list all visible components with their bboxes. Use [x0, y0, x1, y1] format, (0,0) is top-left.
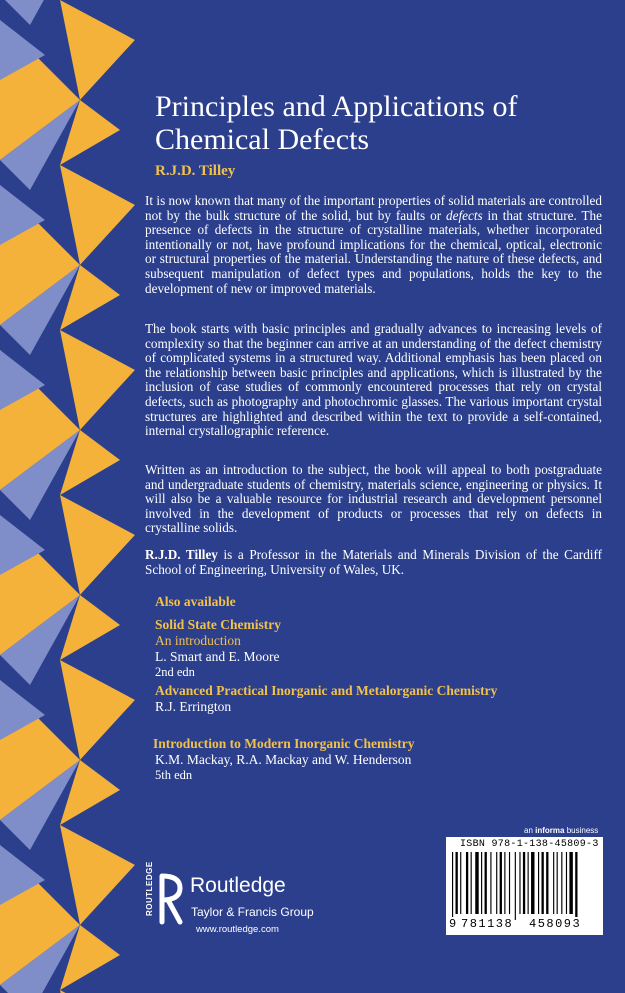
publisher-name: Routledge	[190, 874, 286, 897]
barcode-bar	[569, 852, 572, 914]
title-line-2: Chemical Defects	[155, 123, 370, 156]
barcode-bar	[466, 852, 468, 914]
barcode-bar	[496, 852, 497, 914]
barcode-bar	[575, 852, 577, 920]
barcode-bar	[542, 852, 544, 914]
related-book-authors: K.M. Mackay, R.A. Mackay and W. Henderson	[155, 752, 412, 767]
title-line-1: Principles and Applications of	[155, 90, 518, 123]
barcode-bar	[523, 852, 525, 914]
bio-author-name: R.J.D. Tilley	[145, 547, 218, 562]
barcode-bar	[481, 852, 482, 914]
barcode-bar	[452, 852, 453, 920]
related-book-edition: 5th edn	[155, 768, 193, 782]
barcode-first-digit: 9	[449, 917, 457, 931]
related-book	[155, 683, 605, 715]
related-book	[155, 736, 605, 783]
routledge-r-icon	[150, 872, 190, 932]
barcode-bar	[500, 852, 502, 914]
barcode-bar	[519, 852, 520, 914]
publisher-group: Taylor & Francis Group	[191, 905, 314, 919]
barcode-bar	[557, 852, 558, 914]
author-name: R.J.D. Tilley	[155, 163, 236, 179]
informa-business-tag: an informa business	[524, 826, 599, 835]
blurb-paragraph-2: The book starts with basic principles and gradually advances to increasing levels of complexity so that the beginner can arrive at an understanding of the defect chemistry of complicated systems in a structured way. Additional emphasis has been placed on the relationship between basic principles and applications, which is illustrated by the inclusion of case studies of commonly encountered processes that rely on crystal defects, such as photography and photochromic glasses. The various important crystal structures are highlighted and described within the text to provide a self-contained, internal crystallographic reference.	[145, 321, 602, 439]
barcode-bar	[485, 852, 487, 914]
barcode-bar	[504, 852, 505, 914]
related-book-title: Advanced Practical Inorganic and Metalorganic Chemistry	[155, 683, 498, 698]
barcode-bar	[471, 852, 472, 914]
geometric-triangle-pattern	[0, 0, 150, 993]
related-book-subtitle: An introduction	[155, 633, 241, 648]
related-book-title: Introduction to Modern Inorganic Chemistry	[153, 736, 415, 751]
barcode-bars	[450, 852, 599, 920]
related-book-title: Solid State Chemistry	[155, 617, 281, 632]
barcode-bar	[490, 852, 491, 914]
emphasis-defects: defects	[446, 207, 483, 223]
barcode-right-digits: 458093	[529, 917, 582, 931]
related-book-authors: L. Smart and E. Moore	[155, 649, 280, 664]
blurb-paragraph-1: It is now known that many of the important properties of solid materials are controlled not by the bulk structure of the solid, but by faults or defects in that structure. The presence of defects in the structure of crystalline materials, whether incorporated intentionally or not, have profound implications for the chemical, optical, electronic or structural properties of the material. Understanding the nature of these defects, and subsequent manipulation of defect types and populations, holds the key to the development of new or improved materials.	[145, 193, 602, 296]
related-book	[155, 617, 605, 680]
barcode-bar	[553, 852, 554, 914]
related-book-authors: R.J. Errington	[155, 699, 232, 714]
barcode-bar	[538, 852, 539, 914]
publisher-logo	[145, 861, 350, 948]
barcode-bar	[515, 852, 516, 920]
barcode-bar	[509, 852, 510, 914]
book-title	[155, 90, 605, 156]
isbn-label: ISBN 978-1-138-45809-3	[460, 839, 599, 850]
barcode-bar	[546, 852, 548, 914]
barcode-bar	[528, 852, 529, 914]
author-bio: R.J.D. Tilley is a Professor in the Materials and Minerals Division of the Cardiff School of Engineering, University of Wales, UK.	[145, 547, 602, 577]
barcode-left-digits: 781138	[461, 917, 514, 931]
also-available-heading: Also available	[155, 594, 236, 609]
related-book-edition: 2nd edn	[155, 665, 195, 679]
barcode-bar	[456, 852, 458, 914]
barcode-bar	[531, 852, 534, 914]
publisher-vertical-mark: ROUTLEDGE	[145, 861, 154, 916]
publisher-url: www.routledge.com	[196, 924, 279, 935]
barcode-bar	[561, 852, 562, 914]
blurb-paragraph-3: Written as an introduction to the subject, the book will appeal to both postgraduate and undergraduate students of chemistry, materials science, engineering or physics. It will also be a valuable resource for industrial research and development personnel involved in the development of products or processes that rely on defects in crystalline solids.	[145, 462, 602, 536]
isbn-barcode	[446, 837, 603, 935]
barcode-bar	[460, 852, 461, 914]
barcode-bar	[475, 852, 478, 914]
barcode-bar	[566, 852, 567, 914]
